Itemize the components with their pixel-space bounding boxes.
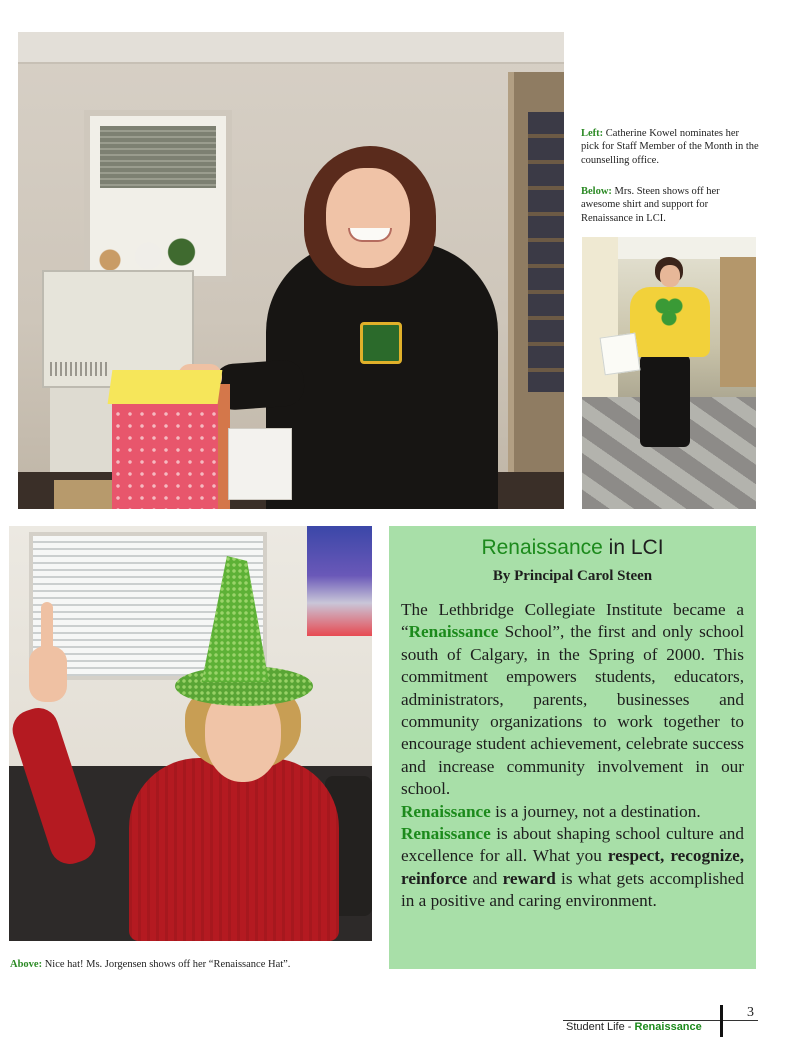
page-number: 3 xyxy=(747,1005,754,1020)
photo-hallway xyxy=(582,237,756,509)
caption-above xyxy=(10,958,390,971)
photo-renaissance-hat xyxy=(9,526,372,941)
caption-below-text: Mrs. Steen shows off her awesome shirt and support for Renaissance in LCI. xyxy=(581,186,720,224)
footer-divider xyxy=(720,1005,723,1037)
body-text-3c: is what gets accomplished in a positive and caring environment. xyxy=(401,868,744,911)
article-box xyxy=(389,526,756,969)
caption-left xyxy=(581,127,759,167)
article-byline: By Principal Carol Steen xyxy=(492,568,653,584)
body-text-3a: is about shaping school culture and excellence for all. What you xyxy=(401,824,744,866)
body-text-1a: The Lethbridge Collegiate Institute became a “ xyxy=(401,600,744,642)
caption-left-text: Catherine Kowel nominates her pick for Staff Member of the Month in the counselling office. xyxy=(581,128,759,166)
body-bold-2: reward xyxy=(502,868,556,888)
body-bold-1: respect, recognize, reinforce xyxy=(401,846,745,888)
title-rest: in LCI xyxy=(602,536,664,559)
footer-section xyxy=(566,1021,702,1033)
caption-below xyxy=(581,185,759,225)
body-text-1b: School”, the first and only school south of Calgary, in the Spring of 2000. This commitment empowers students, educators, administrators, parents, businesses and community organizations to work together to encourage student achievement, celebrate success and increase community involvement in our school. xyxy=(401,622,744,799)
caption-left-label: Left: xyxy=(581,128,604,139)
caption-above-text: Nice hat! Ms. Jorgensen shows off her “Renaissance Hat”. xyxy=(42,959,291,970)
footer-section-keyword: Renaissance xyxy=(634,1021,702,1033)
body-keyword-1: Renaissance xyxy=(408,622,499,642)
footer-section-label: Student Life - xyxy=(566,1021,635,1033)
article-body xyxy=(401,599,744,913)
body-text-3b: and xyxy=(467,868,503,888)
photo-ballot-box xyxy=(18,32,564,509)
caption-below-label: Below: xyxy=(581,186,612,197)
body-keyword-2: Renaissance xyxy=(401,801,491,821)
title-keyword: Renaissance xyxy=(481,536,603,559)
body-text-2: is a journey, not a destination. xyxy=(490,801,701,821)
article-title xyxy=(401,536,744,560)
body-keyword-3: Renaissance xyxy=(401,824,491,844)
caption-above-label: Above: xyxy=(10,959,43,970)
